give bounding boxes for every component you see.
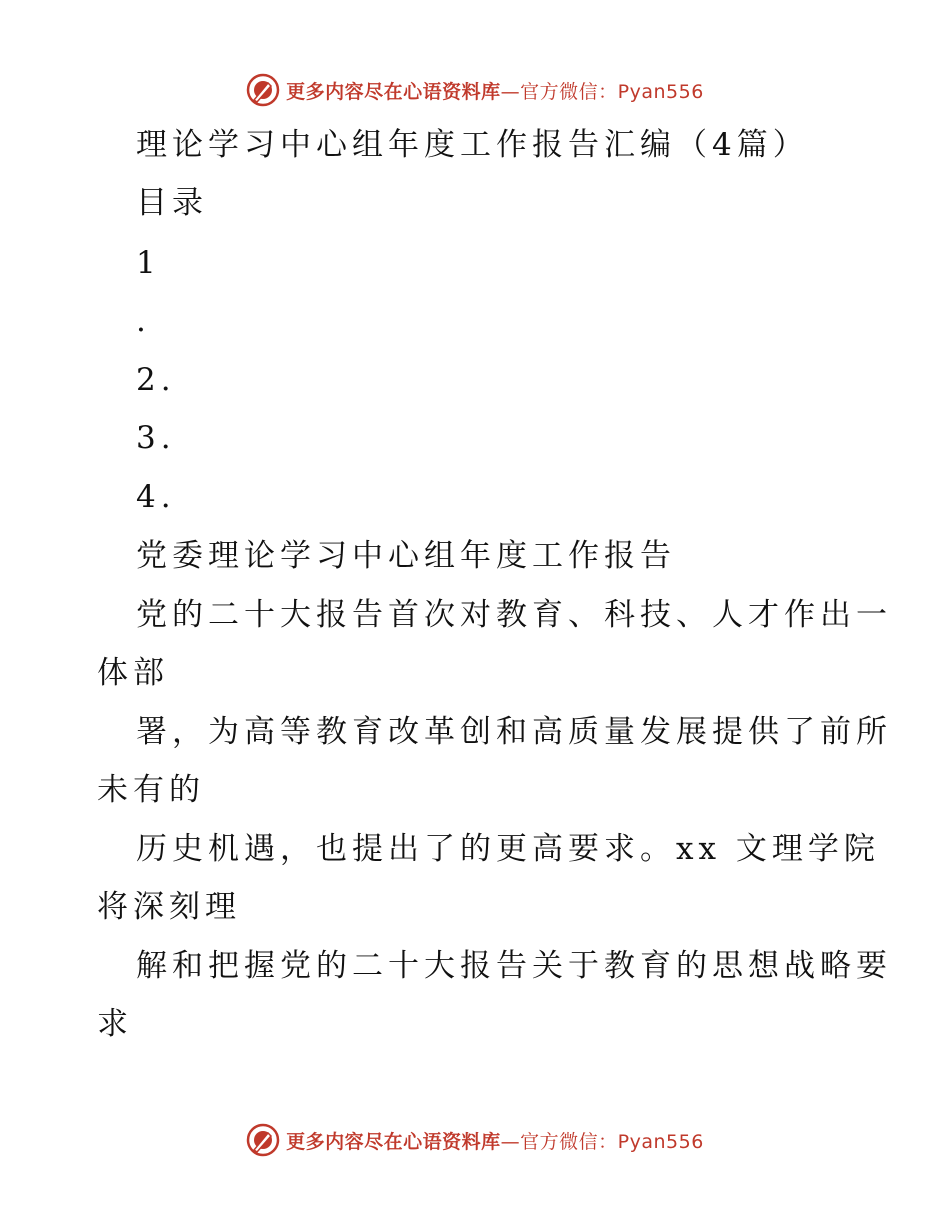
toc-item: 4. <box>136 479 176 515</box>
watermark-text: 更多内容尽在心语资料库—官方微信：Pyan556 <box>286 1130 704 1153</box>
paragraph-line: 求 <box>97 1006 133 1042</box>
toc-item: 2. <box>136 362 176 398</box>
toc-item: 1 <box>136 245 161 281</box>
footer-watermark <box>0 1120 950 1160</box>
section-title: 党委理论学习中心组年度工作报告 <box>136 538 676 574</box>
document-title: 理论学习中心组年度工作报告汇编（4篇） <box>136 127 809 163</box>
watermark-text: 更多内容尽在心语资料库—官方微信：Pyan556 <box>286 80 704 103</box>
paragraph-line: 将深刻理 <box>97 889 241 925</box>
toc-item: 3. <box>136 420 176 456</box>
paragraph-line: 历史机遇，也提出了的更高要求。xx 文理学院 <box>136 831 880 867</box>
paragraph-line: 党的二十大报告首次对教育、科技、人才作出一 <box>136 597 892 633</box>
paragraph-line: 署，为高等教育改革创和高质量发展提供了前所 <box>136 714 892 750</box>
paragraph-line: 未有的 <box>97 772 205 808</box>
toc-item: . <box>136 303 151 339</box>
paragraph-line: 体部 <box>97 655 169 691</box>
pen-logo-icon <box>246 73 280 107</box>
toc-heading: 目录 <box>136 185 208 221</box>
pen-logo-icon <box>246 1123 280 1157</box>
header-watermark <box>0 70 950 110</box>
paragraph-line: 解和把握党的二十大报告关于教育的思想战略要 <box>136 948 892 984</box>
